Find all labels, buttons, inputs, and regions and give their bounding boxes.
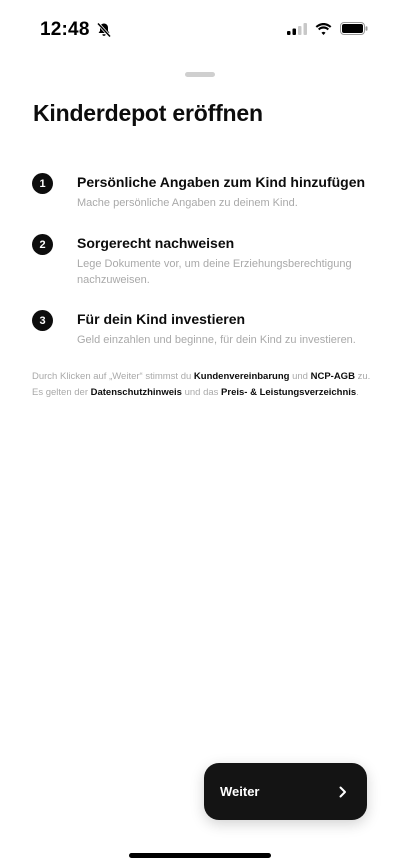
customer-agreement-link[interactable]: Kundenvereinbarung bbox=[193, 371, 290, 382]
status-bar bbox=[0, 0, 400, 58]
step-description: Mache persönliche Angaben zu deinem Kind. bbox=[77, 197, 298, 209]
price-list-link[interactable]: Preis- & Leistungsverzeichnis bbox=[221, 386, 357, 398]
step-item bbox=[32, 173, 372, 213]
step-number-badge: 1 bbox=[32, 173, 53, 194]
privacy-notice-link[interactable]: Datenschutzhinweis bbox=[90, 386, 182, 398]
cellular-signal-icon bbox=[287, 23, 307, 35]
status-time: 12:48 bbox=[40, 19, 90, 40]
step-title: Sorgerecht nachweisen bbox=[77, 235, 235, 251]
continue-button-label: Weiter bbox=[220, 784, 260, 799]
bell-slash-icon bbox=[96, 22, 112, 38]
wifi-icon bbox=[315, 23, 332, 35]
step-item bbox=[32, 234, 372, 290]
ncp-terms-link[interactable]: NCP-AGB bbox=[310, 371, 355, 382]
sheet-grabber[interactable] bbox=[185, 72, 215, 77]
battery-icon bbox=[340, 22, 368, 35]
continue-button[interactable] bbox=[204, 763, 367, 820]
step-description: Lege Dokumente vor, um deine Erziehungsberechtigung nachzuweisen. bbox=[77, 258, 352, 286]
step-description: Geld einzahlen und beginne, für dein Kind zu investieren. bbox=[77, 334, 356, 346]
home-indicator[interactable] bbox=[129, 853, 271, 858]
status-icons bbox=[287, 22, 368, 35]
status-time-group bbox=[40, 19, 112, 41]
legal-consent-text bbox=[32, 369, 377, 400]
chevron-right-icon bbox=[337, 786, 349, 798]
step-item bbox=[32, 310, 372, 350]
step-title: Für dein Kind investieren bbox=[77, 311, 246, 327]
legal-text: und bbox=[289, 371, 311, 382]
step-number-badge: 3 bbox=[32, 310, 53, 331]
page-title: Kinderdepot eröffnen bbox=[33, 100, 263, 126]
legal-text: zu. Es gelten der bbox=[32, 371, 371, 398]
legal-text: . bbox=[356, 386, 359, 398]
step-number-badge: 2 bbox=[32, 234, 53, 255]
legal-text: Durch Klicken auf „Weiter“ stimmst du bbox=[32, 371, 194, 382]
legal-text: und das bbox=[181, 386, 222, 398]
step-title: Persönliche Angaben zum Kind hinzufügen bbox=[77, 174, 366, 190]
